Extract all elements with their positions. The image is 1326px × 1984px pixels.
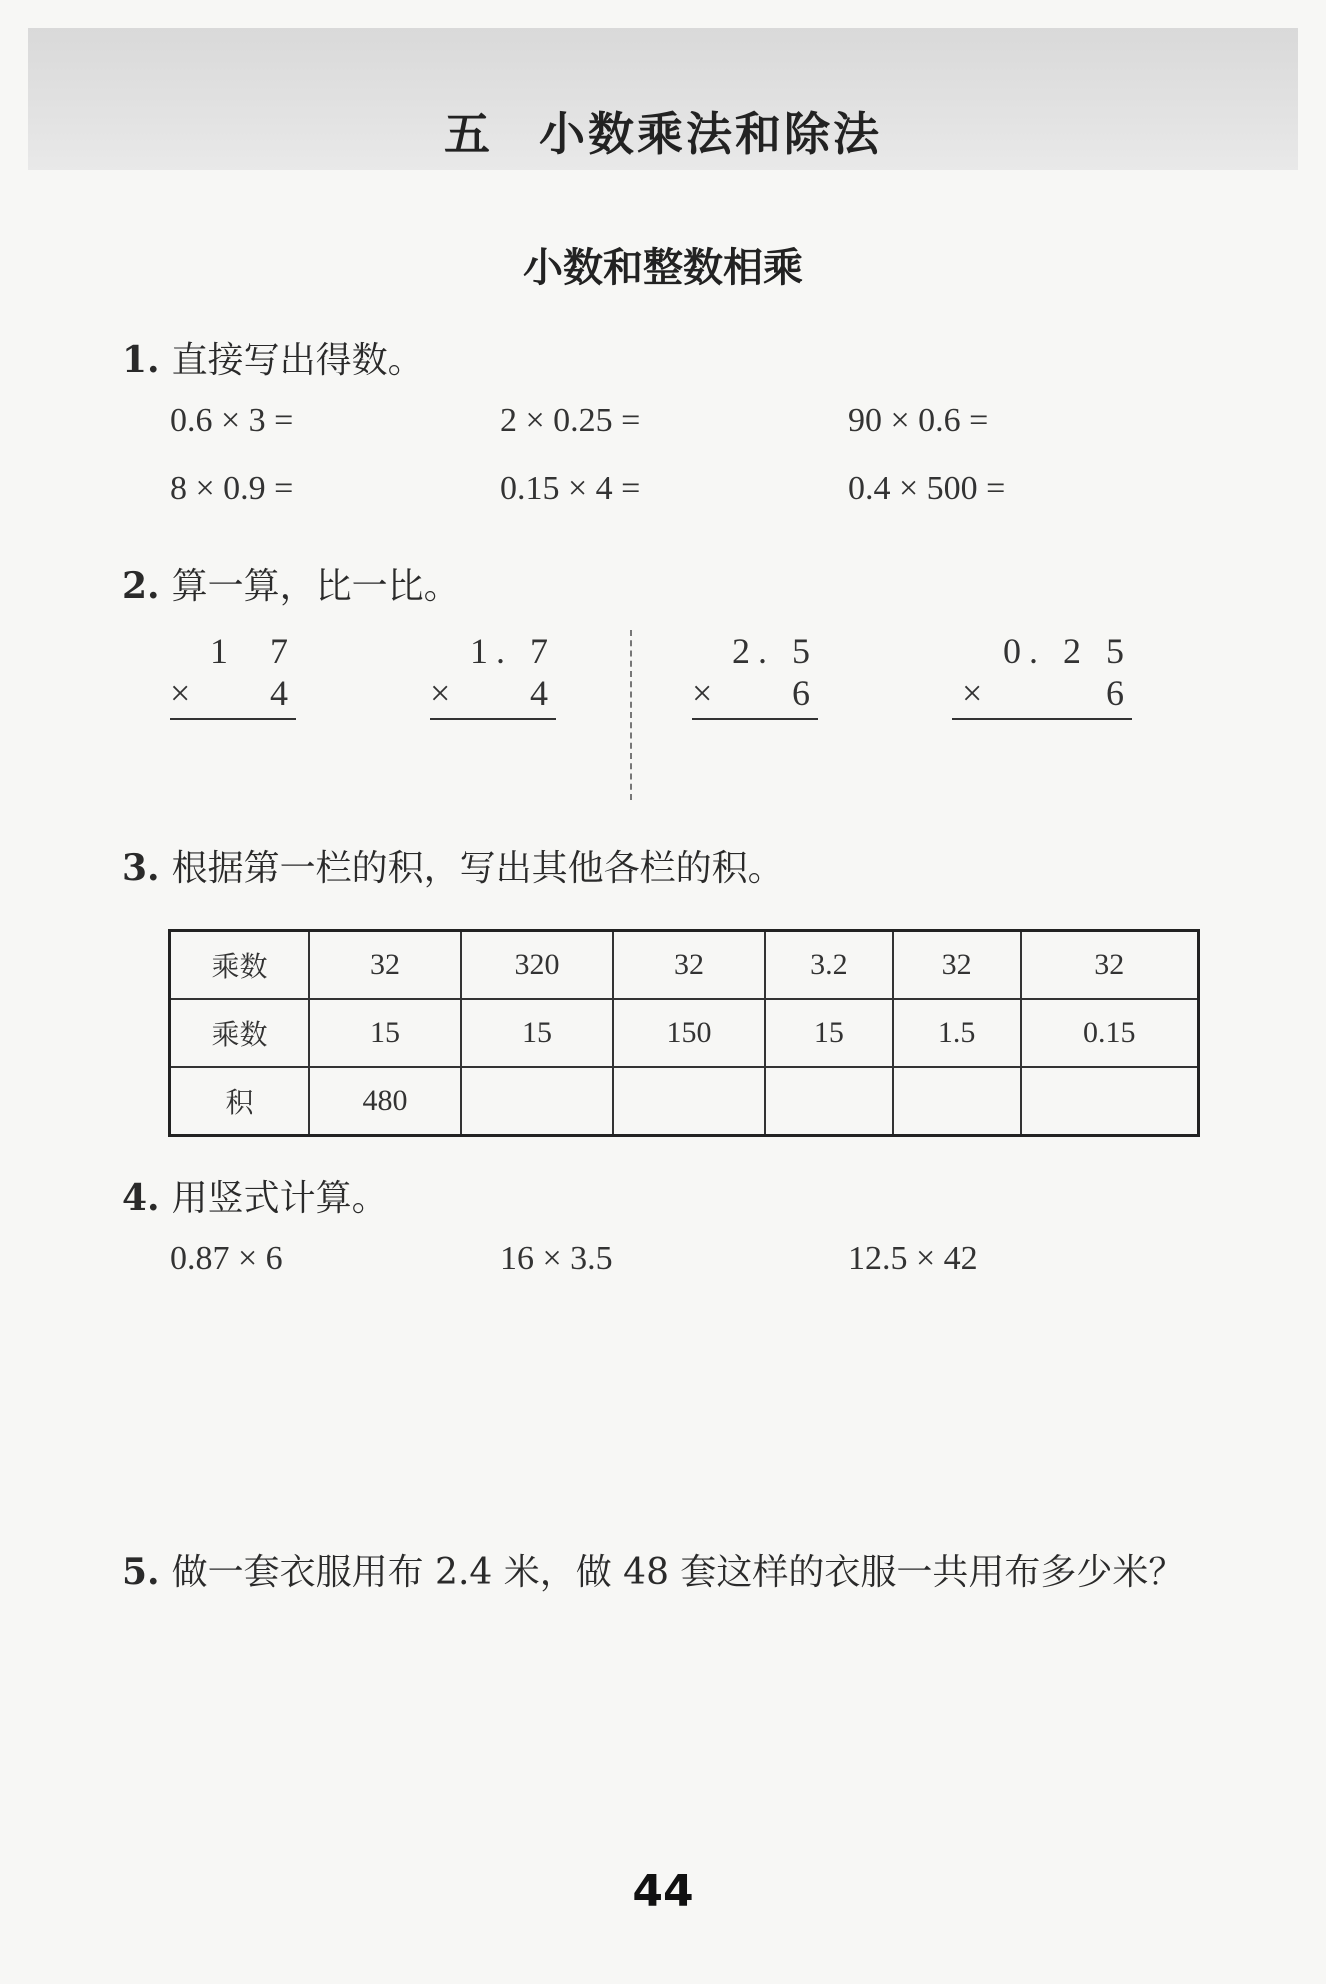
answer-cell[interactable] <box>461 1067 613 1136</box>
dashed-divider <box>630 630 632 800</box>
expression: 0.15 × 4 = <box>500 470 641 507</box>
expression: 12.5 × 42 <box>848 1240 978 1277</box>
vertical-multiplication <box>170 630 296 720</box>
question-prompt: 算一算，比一比。 <box>171 566 460 607</box>
question-2 <box>122 558 460 609</box>
table-cell: 32 <box>893 931 1021 1000</box>
expression: 90 × 0.6 = <box>848 402 989 439</box>
question-1 <box>122 332 424 383</box>
question-4 <box>122 1170 388 1221</box>
multiplicand: 1 7 <box>210 631 296 671</box>
multiplier: 4 <box>270 673 288 713</box>
expression: 16 × 3.5 <box>500 1240 613 1277</box>
multiplier: 6 <box>792 673 810 713</box>
table-row <box>170 999 1199 1067</box>
times-sign: × <box>692 673 713 713</box>
multiplicand: 0. 2 5 <box>1003 631 1132 671</box>
question-prompt: 直接写出得数。 <box>171 340 424 381</box>
table-cell: 32 <box>1021 931 1199 1000</box>
expression: 8 × 0.9 = <box>170 470 294 507</box>
row-label: 乘数 <box>170 999 310 1067</box>
question-number: 1. <box>122 339 160 381</box>
table-cell: 480 <box>309 1067 461 1136</box>
question-prompt: 用竖式计算。 <box>171 1178 388 1219</box>
times-sign: × <box>430 673 451 713</box>
table-cell: 0.15 <box>1021 999 1199 1067</box>
underline <box>952 718 1132 720</box>
expression: 0.87 × 6 <box>170 1240 283 1277</box>
vertical-multiplication <box>430 630 556 720</box>
page-number: 44 <box>632 1866 694 1917</box>
table-cell: 32 <box>613 931 765 1000</box>
chapter-number: 五 <box>444 107 493 161</box>
table-cell: 15 <box>765 999 893 1067</box>
table-cell: 15 <box>309 999 461 1067</box>
multiplicand: 2. 5 <box>732 631 818 671</box>
word-problem-text: 做一套衣服用布 2.4 米，做 48 套这样的衣服一共用布多少米？ <box>171 1552 1185 1593</box>
table-row <box>170 1067 1199 1136</box>
question-prompt: 根据第一栏的积，写出其他各栏的积。 <box>171 848 784 889</box>
question-number: 2. <box>122 565 160 607</box>
table-cell: 150 <box>613 999 765 1067</box>
vertical-multiplication <box>952 630 1132 720</box>
multiplier: 4 <box>530 673 548 713</box>
table-cell: 320 <box>461 931 613 1000</box>
times-sign: × <box>170 673 191 713</box>
answer-cell[interactable] <box>893 1067 1021 1136</box>
question-number: 5. <box>122 1551 160 1593</box>
question-number: 3. <box>122 847 160 889</box>
table-cell: 1.5 <box>893 999 1021 1067</box>
table-cell: 32 <box>309 931 461 1000</box>
underline <box>692 718 818 720</box>
products-table <box>168 929 1200 1137</box>
expression: 0.6 × 3 = <box>170 402 294 439</box>
chapter-title <box>0 98 1326 164</box>
answer-cell[interactable] <box>1021 1067 1199 1136</box>
question-5 <box>122 1538 1212 1607</box>
chapter-name: 小数乘法和除法 <box>539 107 882 161</box>
expression: 2 × 0.25 = <box>500 402 641 439</box>
underline <box>430 718 556 720</box>
answer-cell[interactable] <box>613 1067 765 1136</box>
expression: 0.4 × 500 = <box>848 470 1006 507</box>
underline <box>170 718 296 720</box>
multiplier: 6 <box>1106 673 1124 713</box>
row-label: 积 <box>170 1067 310 1136</box>
row-label: 乘数 <box>170 931 310 1000</box>
table-cell: 3.2 <box>765 931 893 1000</box>
vertical-multiplication <box>692 630 818 720</box>
question-3 <box>122 840 784 891</box>
table-cell: 15 <box>461 999 613 1067</box>
times-sign: × <box>962 673 983 713</box>
section-title: 小数和整数相乘 <box>523 245 803 291</box>
answer-cell[interactable] <box>765 1067 893 1136</box>
question-number: 4. <box>122 1177 160 1219</box>
multiplicand: 1. 7 <box>470 631 556 671</box>
table-row <box>170 931 1199 1000</box>
